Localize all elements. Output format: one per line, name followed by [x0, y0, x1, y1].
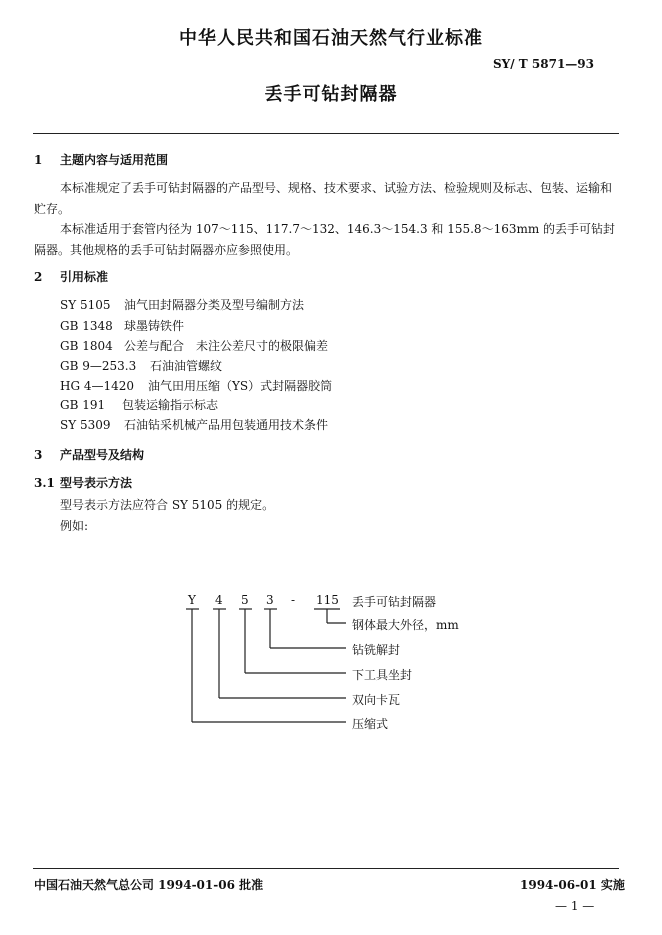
reference-name: 油气田封隔器分类及型号编制方法: [124, 298, 305, 312]
example-label: 例如:: [60, 519, 89, 533]
reference-name: 石油钻采机械产品用包装通用技术条件: [124, 418, 329, 432]
subsection-3-1-number: 3.1: [34, 476, 55, 490]
section-3-number: 3: [34, 448, 43, 462]
standard-header-title: 中华人民共和国石油天然气行业标准: [179, 28, 483, 49]
model-product-name: 丢手可钻封隔器: [352, 595, 437, 609]
reference-name: 包装运输指示标志: [122, 398, 219, 412]
document-title: 丢手可钻封隔器: [264, 84, 398, 105]
model-char-setting: 5: [241, 593, 249, 607]
reference-code: GB 9—253.3: [60, 359, 137, 373]
reference-name: 公差与配合 未注公差尺寸的极限偏差: [124, 339, 329, 353]
standard-number: SY/ T 5871—93: [493, 57, 594, 71]
reference-code: GB 1804: [60, 339, 113, 353]
implementation-date: 1994-06-01 实施: [520, 878, 625, 892]
model-label-type: 压缩式: [352, 717, 389, 731]
section-2-title: 引用标准: [60, 270, 109, 284]
bottom-divider: [33, 868, 619, 869]
reference-code: SY 5309: [60, 418, 111, 432]
approval-info: 中国石油天然气总公司 1994-01-06 批准: [34, 878, 264, 892]
section-1-title: 主题内容与适用范围: [60, 153, 169, 167]
model-label-max-od: 钢体最大外径，mm: [352, 618, 459, 632]
section-1-number: 1: [34, 153, 43, 167]
model-char-release: 3: [266, 593, 274, 607]
model-label-setting: 下工具坐封: [352, 668, 413, 682]
reference-name: 油气田用压缩（YS）式封隔器胶筒: [148, 379, 333, 393]
model-label-anchor: 双向卡瓦: [352, 693, 401, 707]
section-1-paragraph-1: 本标准规定了丢手可钻封隔器的产品型号、规格、技术要求、试验方法、检验规则及标志、包装、运输和贮存。: [34, 181, 613, 216]
model-char-anchor: 4: [215, 593, 223, 607]
section-1-paragraph-2: 本标准适用于套管内径为 107～115、117.7～132、146.3～154.3 和 155.8～163mm 的丢手可钻封隔器。其他规格的丢手可钻封隔器亦应参照使用。: [34, 222, 616, 257]
subsection-3-1-text: 型号表示方法应符合 SY 5105 的规定。: [60, 498, 275, 512]
subsection-3-1-title: 型号表示方法: [60, 476, 133, 490]
model-label-release: 钻铣解封: [352, 643, 401, 657]
reference-code: SY 5105: [60, 298, 111, 312]
reference-name: 球墨铸铁件: [124, 319, 185, 333]
reference-code: GB 191: [60, 398, 106, 412]
model-char-dash: -: [291, 593, 296, 607]
page-number: — 1 —: [555, 899, 595, 913]
section-3-title: 产品型号及结构: [60, 448, 145, 462]
reference-code: HG 4—1420: [60, 379, 135, 393]
reference-name: 石油油管螺纹: [150, 359, 223, 373]
section-2-number: 2: [34, 270, 43, 284]
model-char-diameter: 115: [316, 593, 339, 607]
model-char-type: Y: [188, 593, 196, 607]
reference-code: GB 1348: [60, 319, 113, 333]
